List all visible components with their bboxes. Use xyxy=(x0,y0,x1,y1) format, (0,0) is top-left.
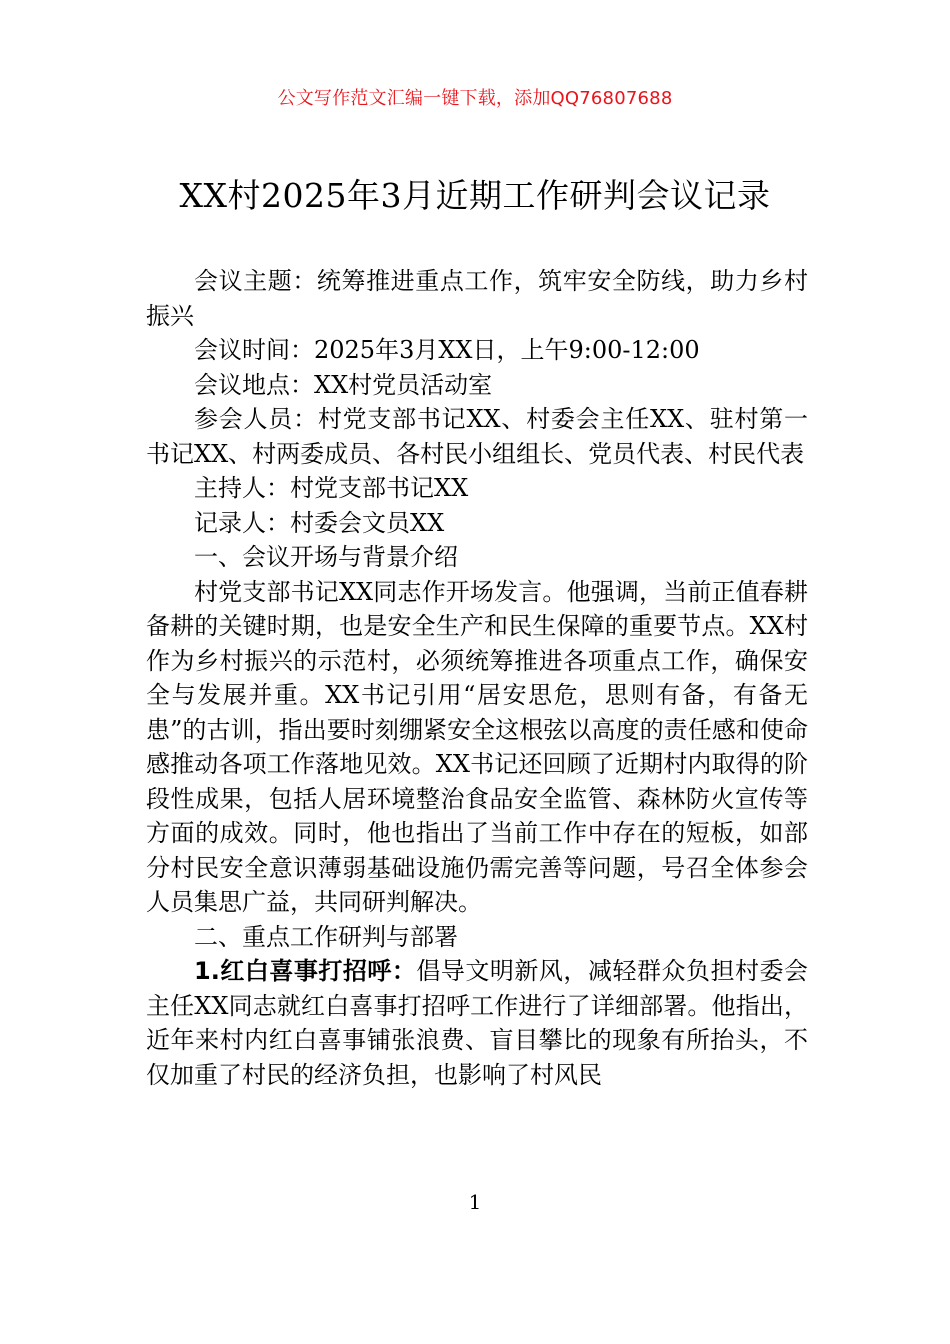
section2-item1 xyxy=(146,954,808,1092)
meeting-topic: 会议主题：统筹推进重点工作，筑牢安全防线，助力乡村振兴 xyxy=(146,267,808,330)
section2-heading: 二、重点工作研判与部署 xyxy=(194,922,458,951)
meeting-recorder: 记录人：村委会文员XX xyxy=(194,508,445,537)
document-title: XX村2025年3月近期工作研判会议记录 xyxy=(179,176,771,215)
section1-paragraph: 村党支部书记XX同志作开场发言。他强调，当前正值春耕备耕的关键时期，也是安全生产和民生保障的重要节点。XX村作为乡村振兴的示范村，必须统筹推进各项重点工作，确保安全与发展并重。XX书记引用“居安思危，思则有备，有备无患”的古训，指出要时刻绷紧安全这根弦以高度的责任感和使命感推动各项工作落地见效。XX书记还回顾了近期村内取得的阶段性成果，包括人居环境整治食品安全监管、森林防火宣传等方面的成效。同时，他也指出了当前工作中存在的短板，如部分村民安全意识薄弱基础设施仍需完善等问题，号召全体参会人员集思广益，共同研判解决。 xyxy=(146,577,808,916)
meeting-host: 主持人：村党支部书记XX xyxy=(194,474,469,502)
document-body xyxy=(146,264,808,1092)
meeting-attendees: 参会人员：村党支部书记XX、村委会主任XX、驻村第一书记XX、村两委成员、各村民小组组长、党员代表、村民代表 xyxy=(146,405,808,468)
meeting-location: 会议地点：XX村党员活动室 xyxy=(194,370,493,399)
meeting-time: 会议时间：2025年3月XX日，上午9:00-12:00 xyxy=(194,336,700,364)
page-number: 1 xyxy=(468,1190,482,1214)
section2-item1-text: 倡导文明新风，减轻群众负担村委会主任XX同志就红白喜事打招呼工作进行了详细部署。他指出，近年来村内红白喜事铺张浪费、盲目攀比的现象有所抬头，不仅加重了村民的经济负担，也影响了村风民 xyxy=(146,957,808,1089)
section2-item1-lead: 1.红白喜事打招呼： xyxy=(194,957,417,985)
promo-note: 公文写作范文汇编一键下载，添加QQ76807688 xyxy=(277,88,673,109)
section1-heading: 一、会议开场与背景介绍 xyxy=(194,543,458,571)
